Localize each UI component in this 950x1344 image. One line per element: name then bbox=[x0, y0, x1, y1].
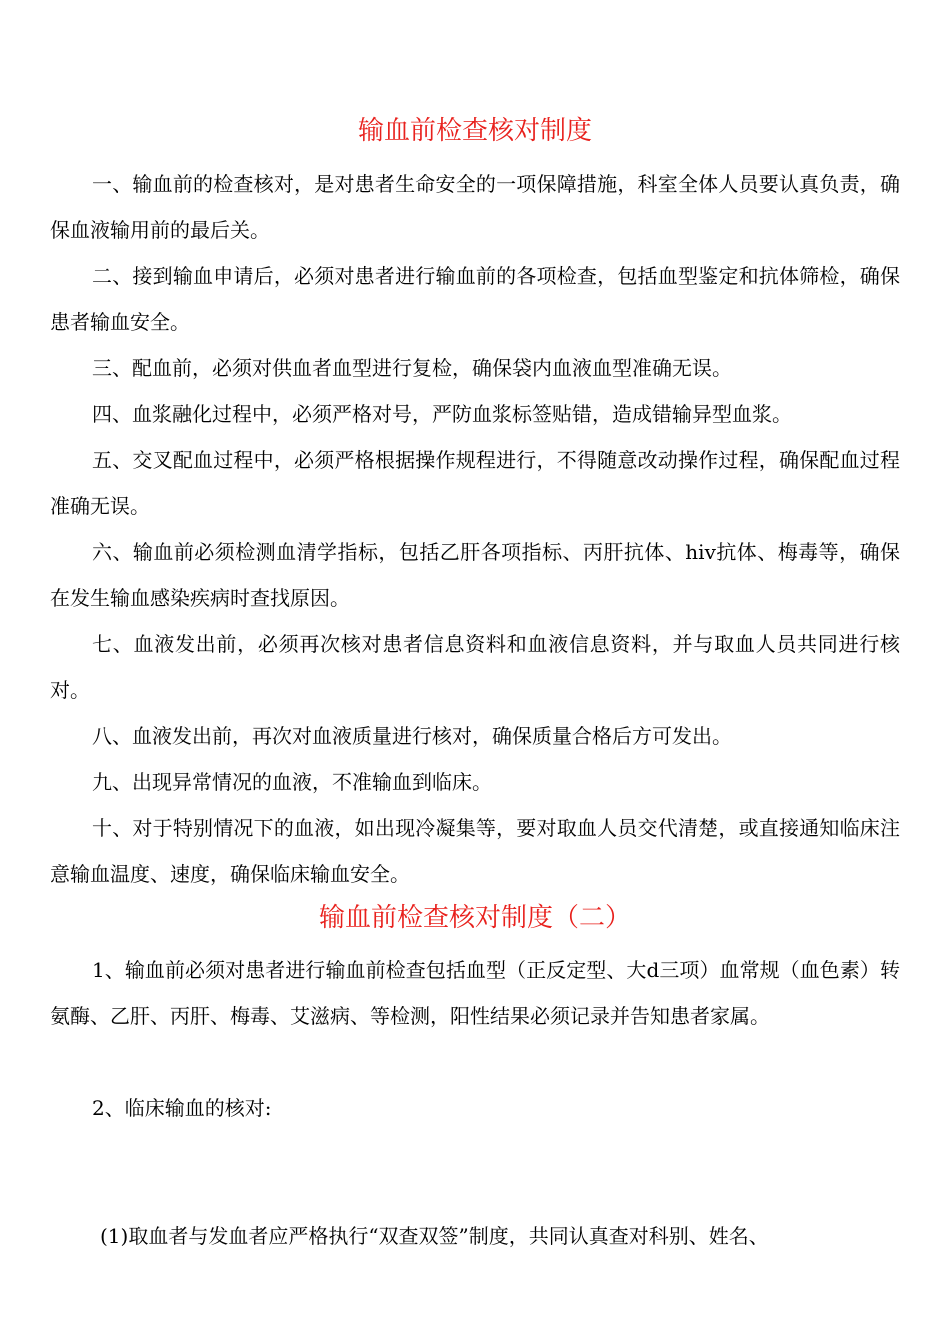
paragraph-s2-1: 1、输血前必须对患者进行输血前检查包括血型（正反定型、大d三项）血常规（血色素）转氨酶、乙肝、丙肝、梅毒、艾滋病、等检测，阳性结果必须记录并告知患者家属。 bbox=[50, 958, 900, 1028]
paragraph-6: 六、输血前必须检测血清学指标，包括乙肝各项指标、丙肝抗体、hiv抗体、梅毒等，确保在发生输血感染疾病时查找原因。 bbox=[50, 540, 900, 610]
paragraph-9: 九、出现异常情况的血液，不准输血到临床。 bbox=[92, 770, 492, 794]
paragraph-3: 三、配血前，必须对供血者血型进行复检，确保袋内血液血型准确无误。 bbox=[92, 356, 732, 380]
paragraph-8: 八、血液发出前，再次对血液质量进行核对，确保质量合格后方可发出。 bbox=[92, 724, 732, 748]
document-title: 输血前检查核对制度 bbox=[357, 116, 592, 146]
paragraph-2: 二、接到输血申请后，必须对患者进行输血前的各项检查，包括血型鉴定和抗体筛检，确保患者输血安全。 bbox=[50, 264, 900, 334]
section-title-2: 输血前检查核对制度（二） bbox=[318, 903, 631, 933]
paragraph-7: 七、血液发出前，必须再次核对患者信息资料和血液信息资料，并与取血人员共同进行核对。 bbox=[50, 632, 900, 702]
paragraph-4: 四、血浆融化过程中，必须严格对号，严防血浆标签贴错，造成错输异型血浆。 bbox=[92, 402, 792, 426]
paragraph-s2-2: 2、临床输血的核对: bbox=[92, 1096, 272, 1120]
paragraph-s2-3: (1)取血者与发血者应严格执行“双查双签”制度，共同认真查对科别、姓名、 bbox=[100, 1224, 769, 1248]
paragraph-1: 一、输血前的检查核对，是对患者生命安全的一项保障措施，科室全体人员要认真负责，确保血液输用前的最后关。 bbox=[50, 172, 900, 242]
paragraph-5: 五、交叉配血过程中，必须严格根据操作规程进行，不得随意改动操作过程，确保配血过程准确无误。 bbox=[50, 448, 900, 518]
paragraph-10: 十、对于特别情况下的血液，如出现冷凝集等，要对取血人员交代清楚，或直接通知临床注意输血温度、速度，确保临床输血安全。 bbox=[50, 816, 900, 886]
